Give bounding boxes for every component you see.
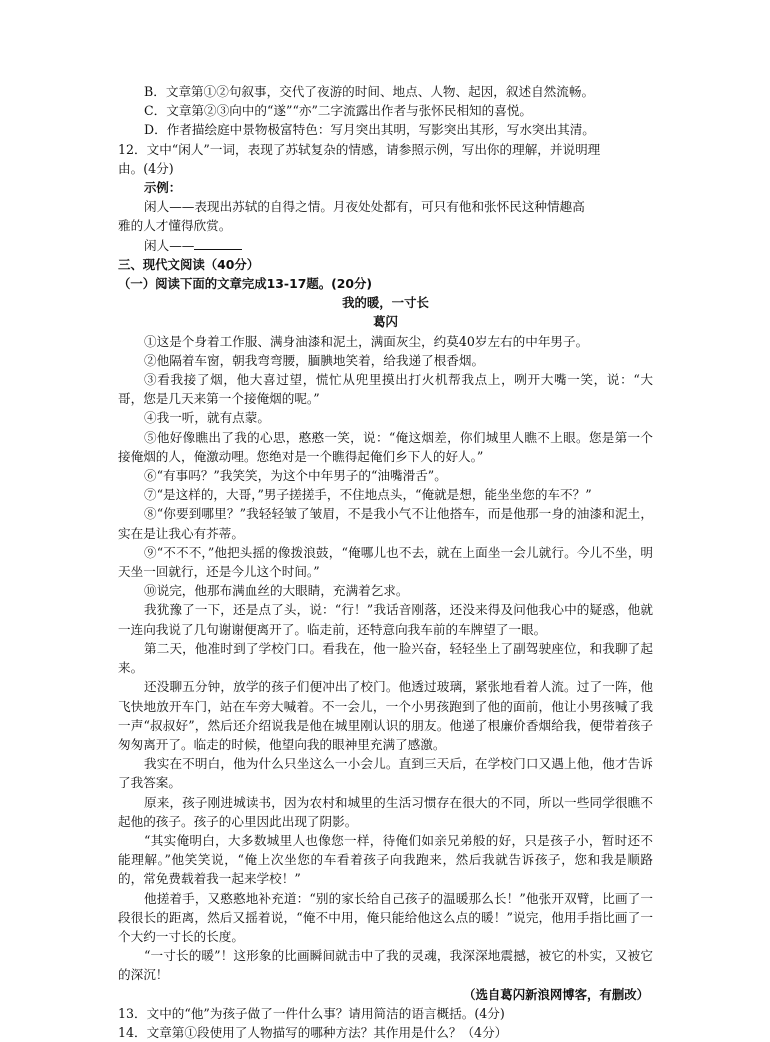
example-line2: 雅的人才懂得欣赏。 — [118, 218, 232, 234]
answer-line — [118, 236, 653, 255]
article-paragraph: ⑦“是这样的，大哥，”男子搓搓手，不住地点头，“俺就是想，能坐坐您的车不？” — [144, 487, 592, 503]
article-source: （选自葛闪新浪网博客，有删改） — [463, 986, 649, 1002]
article-paragraph: ⑩说完，他那布满血丝的大眼睛，充满着乞求。 — [144, 583, 409, 599]
article-paragraph: “一寸长的暖”！这形象的比画瞬间就击中了我的灵魂，我深深地震撼，被它的朴实，又被它的深沉！ — [118, 948, 653, 983]
question-12-line2: 由。(4分) — [118, 160, 174, 176]
section-3-heading: 三、现代文阅读（40分） — [118, 256, 260, 272]
question-12-line1: 12．文中“闲人”一词，表现了苏轼复杂的情感，请参照示例，写出你的理解，并说明理 — [118, 141, 601, 157]
subsection-1-heading: （一）阅读下面的文章完成13-17题。(20分) — [118, 276, 373, 292]
article-paragraph: ③看我接了烟，他大喜过望，慌忙从兜里摸出打火机帮我点上，咧开大嘴一笑，说：“大哥，您是几天来第一个接俺烟的呢。” — [118, 372, 653, 407]
option-d: D．作者描绘庭中景物极富特色：写月突出其明，写影突出其形，写水突出其清。 — [144, 122, 595, 138]
article-paragraph: 我实在不明白，他为什么只坐这么一小会儿。直到三天后，在学校门口又遇上他，他才告诉了我答案。 — [118, 756, 653, 791]
article-paragraph: 第二天，他准时到了学校门口。看我在，他一脸兴奋，轻轻坐上了副驾驶座位，和我聊了起来。 — [118, 640, 653, 676]
article-title: 我的暖，一寸长 — [342, 295, 429, 311]
article-paragraph: ①这是个身着工作服、满身油漆和泥土，满面灰尘，约莫40岁左右的中年男子。 — [144, 333, 589, 349]
article-paragraph: ②他隔着车窗，朝我弯弯腰，腼腆地笑着，给我递了根香烟。 — [144, 352, 485, 368]
example-line1: 闲人——表现出苏轼的自得之情。月夜处处都有，可只有他和张怀民这种情趣高 — [144, 199, 585, 215]
exam-page — [118, 82, 653, 1042]
answer-prefix: 闲人—— — [144, 237, 195, 253]
article-paragraph: 我犹豫了一下，还是点了头，说：“行！”我话音刚落，还没来得及问他我心中的疑惑，他就一连向我说了几句谢谢便离开了。临走前，还特意向我车前的车牌望了一眼。 — [118, 602, 653, 637]
article-paragraph: 他搓着手，又憨憨地补充道：“别的家长给自己孩子的温暖那么长！”他张开双臂，比画了一段很长的距离，然后又摇着说，“俺不中用，俺只能给他这么点的暖！”说完，他用手指比画了一个大约一寸长的长度。 — [118, 890, 653, 944]
article-paragraph: “其实俺明白，大多数城里人也像您一样，待俺们如亲兄弟般的好，只是孩子小，暂时还不能理解。”他笑笑说，“俺上次坐您的车看着孩子向我跑来，然后我就告诉孩子，您和我是顺路的，常免费载着我一起来学校！” — [118, 832, 653, 887]
article-paragraph: 原来，孩子刚进城读书，因为农村和城里的生活习惯存在很大的不同，所以一些同学很瞧不起他的孩子。孩子的心里因此出现了阴影。 — [118, 794, 653, 829]
option-c: C．文章第②③向中的“遂”“亦”二字流露出作者与张怀民相知的喜悦。 — [144, 103, 533, 119]
answer-blank — [194, 237, 242, 250]
question-14: 14．文章第①段使用了人物描写的哪种方法？其作用是什么？（4分） — [118, 1024, 508, 1040]
article-author: 葛闪 — [373, 314, 398, 330]
article-paragraph: 还没聊五分钟，放学的孩子们便冲出了校门。他透过玻璃，紧张地看着人流。过了一阵，他飞快地放开车门，站在车旁大喊着。不一会儿，一个小男孩跑到了他的面前，他让小男孩喊了我一声“叔叔好”，然后还介绍说我是他在城里刚认识的朋友。他递了根廉价香烟给我，便带着孩子匆匆离开了。临走的时候，他望向我的眼神里充满了感激。 — [118, 679, 653, 752]
article-paragraph: ⑤他好像瞧出了我的心思，憨憨一笑，说：“俺这烟差，你们城里人瞧不上眼。您是第一个接俺烟的人，俺激动哩。您绝对是一个瞧得起俺们乡下人的好人。” — [118, 429, 653, 464]
article-paragraph: ④我一听，就有点蒙。 — [144, 410, 270, 426]
article-paragraph: ⑨“不不不，”他把头摇的像拨浪鼓，“俺哪儿也不去，就在上面坐一会儿就行。今儿不坐，明天坐一回就行，还是今儿这个时间。” — [118, 544, 653, 580]
article-paragraph: ⑥“有事吗？”我笑笑，为这个中年男子的“油嘴滑舌”。 — [144, 468, 447, 484]
article-paragraph: ⑧“你要到哪里？”我轻轻皱了皱眉，不是我小气不让他搭车，而是他那一身的油漆和泥土，实在是让我心有芥蒂。 — [118, 506, 653, 541]
question-13: 13．文中的“他”为孩子做了一件什么事？请用简洁的语言概括。(4分) — [118, 1005, 505, 1021]
option-b: B．文章第①②句叙事，交代了夜游的时间、地点、人物、起因，叙述自然流畅。 — [144, 84, 595, 99]
example-label: 示例： — [144, 180, 182, 196]
